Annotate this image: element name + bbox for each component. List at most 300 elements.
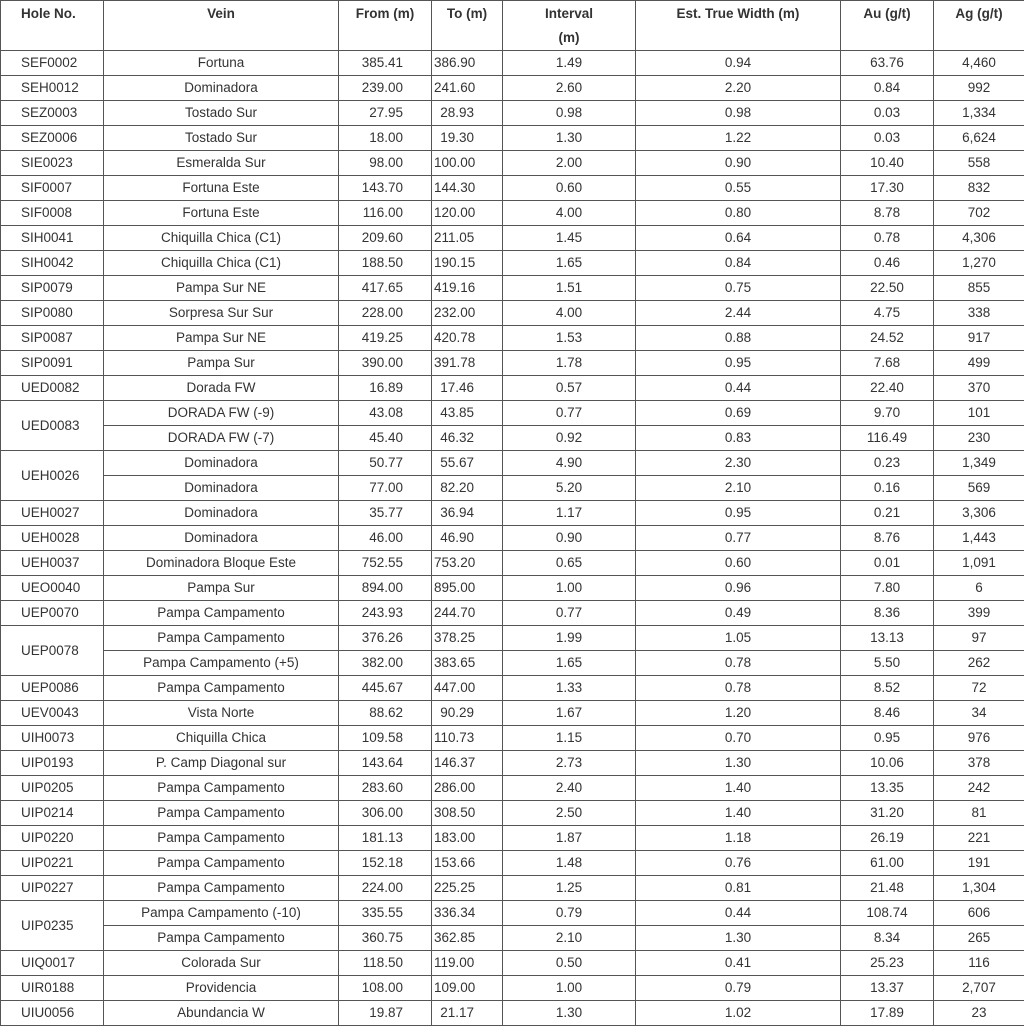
cell-ag: 6,624 [934,126,1024,151]
cell-au: 8.36 [841,601,934,626]
cell-interval: 1.67 [503,701,636,726]
cell-interval: 1.33 [503,676,636,701]
cell-au: 0.01 [841,551,934,576]
cell-ag: 262 [934,651,1024,676]
cell-from: 417.65 [339,276,432,301]
cell-true-width: 0.55 [636,176,841,201]
cell-ag: 1,304 [934,876,1024,901]
cell-vein: Pampa Campamento [104,626,339,651]
cell-au: 0.84 [841,76,934,101]
cell-vein: Dominadora [104,501,339,526]
cell-to: 386.90 [432,51,503,76]
cell-ag: 917 [934,326,1024,351]
cell-interval: 0.50 [503,951,636,976]
cell-au: 4.75 [841,301,934,326]
cell-au: 116.49 [841,426,934,451]
cell-from: 109.58 [339,726,432,751]
cell-from: 16.89 [339,376,432,401]
cell-from: 376.26 [339,626,432,651]
header-interval [503,1,636,51]
cell-hole-no: SEZ0006 [1,126,104,151]
table-row [1,176,1024,201]
cell-to: 362.85 [432,926,503,951]
table-row [1,1001,1024,1026]
cell-hole-no: UEH0026 [1,451,104,501]
cell-from: 98.00 [339,151,432,176]
cell-ag: 265 [934,926,1024,951]
cell-true-width: 1.30 [636,751,841,776]
cell-au: 0.23 [841,451,934,476]
cell-hole-no: UEP0078 [1,626,104,676]
table-row [1,601,1024,626]
cell-ag: 832 [934,176,1024,201]
cell-interval: 1.30 [503,1001,636,1026]
cell-ag: 101 [934,401,1024,426]
cell-vein: DORADA FW (-9) [104,401,339,426]
header-interval-line1: Interval [505,2,633,26]
cell-hole-no: UIP0227 [1,876,104,901]
cell-hole-no: SEZ0003 [1,101,104,126]
cell-to: 109.00 [432,976,503,1001]
table-row [1,576,1024,601]
table-row [1,551,1024,576]
cell-to: 391.78 [432,351,503,376]
cell-au: 8.78 [841,201,934,226]
cell-ag: 2,707 [934,976,1024,1001]
cell-au: 0.78 [841,226,934,251]
cell-from: 77.00 [339,476,432,501]
cell-to: 895.00 [432,576,503,601]
cell-from: 108.00 [339,976,432,1001]
cell-to: 110.73 [432,726,503,751]
cell-hole-no: SIH0041 [1,226,104,251]
cell-interval: 2.60 [503,76,636,101]
cell-ag: 606 [934,901,1024,926]
cell-vein: Sorpresa Sur Sur [104,301,339,326]
table-row [1,101,1024,126]
cell-from: 390.00 [339,351,432,376]
cell-hole-no: SIH0042 [1,251,104,276]
cell-to: 753.20 [432,551,503,576]
cell-vein: Pampa Sur [104,351,339,376]
cell-ag: 191 [934,851,1024,876]
cell-interval: 1.65 [503,251,636,276]
cell-from: 88.62 [339,701,432,726]
cell-vein: Abundancia W [104,1001,339,1026]
cell-vein: Pampa Sur NE [104,326,339,351]
header-au: Au (g/t) [841,1,934,51]
cell-ag: 242 [934,776,1024,801]
cell-to: 244.70 [432,601,503,626]
cell-au: 108.74 [841,901,934,926]
cell-true-width: 0.70 [636,726,841,751]
cell-to: 308.50 [432,801,503,826]
header-row [1,1,1024,51]
cell-true-width: 0.94 [636,51,841,76]
table-row [1,451,1024,476]
table-row [1,776,1024,801]
cell-true-width: 0.81 [636,876,841,901]
cell-ag: 230 [934,426,1024,451]
cell-to: 28.93 [432,101,503,126]
cell-ag: 569 [934,476,1024,501]
cell-hole-no: SIP0087 [1,326,104,351]
table-row [1,376,1024,401]
cell-hole-no: UIH0073 [1,726,104,751]
cell-from: 35.77 [339,501,432,526]
cell-from: 27.95 [339,101,432,126]
cell-true-width: 0.79 [636,976,841,1001]
cell-to: 36.94 [432,501,503,526]
cell-vein: P. Camp Diagonal sur [104,751,339,776]
cell-vein: Pampa Sur [104,576,339,601]
cell-hole-no: SIF0007 [1,176,104,201]
cell-interval: 0.79 [503,901,636,926]
cell-to: 120.00 [432,201,503,226]
cell-from: 445.67 [339,676,432,701]
cell-true-width: 0.78 [636,651,841,676]
cell-true-width: 0.95 [636,351,841,376]
cell-interval: 0.65 [503,551,636,576]
cell-vein: Pampa Sur NE [104,276,339,301]
cell-ag: 338 [934,301,1024,326]
cell-vein: Dominadora [104,451,339,476]
cell-ag: 370 [934,376,1024,401]
table-header [1,1,1024,51]
cell-hole-no: UEV0043 [1,701,104,726]
cell-to: 153.66 [432,851,503,876]
header-ag: Ag (g/t) [934,1,1024,51]
cell-to: 286.00 [432,776,503,801]
cell-ag: 81 [934,801,1024,826]
table-row [1,426,1024,451]
cell-interval: 1.00 [503,976,636,1001]
table-row [1,251,1024,276]
cell-from: 752.55 [339,551,432,576]
cell-interval: 1.99 [503,626,636,651]
cell-to: 378.25 [432,626,503,651]
cell-true-width: 1.40 [636,776,841,801]
cell-hole-no: UIP0193 [1,751,104,776]
cell-ag: 6 [934,576,1024,601]
cell-true-width: 0.64 [636,226,841,251]
cell-vein: Pampa Campamento [104,826,339,851]
cell-from: 46.00 [339,526,432,551]
cell-true-width: 0.44 [636,376,841,401]
cell-ag: 558 [934,151,1024,176]
cell-true-width: 2.44 [636,301,841,326]
cell-vein: Dorada FW [104,376,339,401]
cell-vein: Pampa Campamento [104,926,339,951]
cell-au: 8.34 [841,926,934,951]
cell-ag: 1,334 [934,101,1024,126]
cell-vein: Pampa Campamento [104,601,339,626]
cell-true-width: 0.77 [636,526,841,551]
table-row [1,301,1024,326]
table-body [1,51,1024,1026]
header-from: From (m) [339,1,432,51]
cell-hole-no: UIP0220 [1,826,104,851]
cell-true-width: 1.40 [636,801,841,826]
cell-hole-no: UEH0028 [1,526,104,551]
cell-vein: Pampa Campamento [104,776,339,801]
table-row [1,351,1024,376]
cell-hole-no: SIP0091 [1,351,104,376]
table-row [1,926,1024,951]
cell-from: 382.00 [339,651,432,676]
cell-interval: 4.00 [503,301,636,326]
cell-vein: Pampa Campamento (+5) [104,651,339,676]
cell-to: 447.00 [432,676,503,701]
cell-from: 43.08 [339,401,432,426]
cell-ag: 1,349 [934,451,1024,476]
cell-to: 336.34 [432,901,503,926]
cell-hole-no: UEH0027 [1,501,104,526]
cell-au: 0.03 [841,101,934,126]
cell-true-width: 0.69 [636,401,841,426]
table-row [1,976,1024,1001]
table-row [1,226,1024,251]
cell-from: 239.00 [339,76,432,101]
cell-to: 55.67 [432,451,503,476]
table-row [1,801,1024,826]
header-vein: Vein [104,1,339,51]
cell-true-width: 1.22 [636,126,841,151]
cell-hole-no: UIP0221 [1,851,104,876]
table-row [1,751,1024,776]
cell-au: 13.37 [841,976,934,1001]
cell-from: 18.00 [339,126,432,151]
cell-from: 243.93 [339,601,432,626]
cell-ag: 976 [934,726,1024,751]
cell-au: 7.80 [841,576,934,601]
cell-from: 181.13 [339,826,432,851]
cell-interval: 0.60 [503,176,636,201]
cell-true-width: 0.44 [636,901,841,926]
cell-from: 118.50 [339,951,432,976]
cell-true-width: 2.20 [636,76,841,101]
cell-true-width: 0.78 [636,676,841,701]
cell-interval: 2.40 [503,776,636,801]
cell-interval: 2.50 [503,801,636,826]
cell-to: 43.85 [432,401,503,426]
cell-vein: Pampa Campamento (-10) [104,901,339,926]
cell-au: 9.70 [841,401,934,426]
cell-hole-no: SIE0023 [1,151,104,176]
cell-to: 144.30 [432,176,503,201]
cell-ag: 1,270 [934,251,1024,276]
cell-from: 894.00 [339,576,432,601]
cell-ag: 221 [934,826,1024,851]
cell-vein: Providencia [104,976,339,1001]
cell-hole-no: UEH0037 [1,551,104,576]
cell-au: 0.16 [841,476,934,501]
cell-ag: 116 [934,951,1024,976]
cell-ag: 1,443 [934,526,1024,551]
header-true-width: Est. True Width (m) [636,1,841,51]
table-row [1,651,1024,676]
cell-from: 306.00 [339,801,432,826]
cell-to: 241.60 [432,76,503,101]
cell-au: 8.52 [841,676,934,701]
table-row [1,476,1024,501]
cell-from: 209.60 [339,226,432,251]
cell-to: 420.78 [432,326,503,351]
cell-hole-no: SEF0002 [1,51,104,76]
cell-hole-no: UIR0188 [1,976,104,1001]
cell-au: 22.40 [841,376,934,401]
cell-au: 10.40 [841,151,934,176]
cell-au: 17.30 [841,176,934,201]
cell-from: 50.77 [339,451,432,476]
cell-from: 228.00 [339,301,432,326]
cell-interval: 0.57 [503,376,636,401]
cell-true-width: 0.49 [636,601,841,626]
cell-to: 183.00 [432,826,503,851]
cell-to: 19.30 [432,126,503,151]
cell-ag: 4,460 [934,51,1024,76]
cell-interval: 1.30 [503,126,636,151]
cell-hole-no: UIP0235 [1,901,104,951]
cell-vein: Vista Norte [104,701,339,726]
table-row [1,676,1024,701]
cell-from: 224.00 [339,876,432,901]
cell-hole-no: UEO0040 [1,576,104,601]
cell-vein: Fortuna [104,51,339,76]
table-row [1,326,1024,351]
table-row [1,626,1024,651]
cell-au: 0.03 [841,126,934,151]
cell-vein: Tostado Sur [104,101,339,126]
cell-interval: 2.10 [503,926,636,951]
cell-interval: 0.90 [503,526,636,551]
cell-true-width: 1.30 [636,926,841,951]
cell-vein: Pampa Campamento [104,676,339,701]
cell-from: 19.87 [339,1001,432,1026]
cell-ag: 855 [934,276,1024,301]
cell-from: 143.64 [339,751,432,776]
cell-interval: 4.00 [503,201,636,226]
cell-interval: 2.73 [503,751,636,776]
cell-au: 0.46 [841,251,934,276]
cell-interval: 1.45 [503,226,636,251]
cell-interval: 1.65 [503,651,636,676]
cell-interval: 1.15 [503,726,636,751]
table-row [1,76,1024,101]
table-row [1,901,1024,926]
cell-interval: 1.49 [503,51,636,76]
cell-hole-no: UED0083 [1,401,104,451]
cell-au: 17.89 [841,1001,934,1026]
header-hole-no: Hole No. [1,1,104,51]
table-row [1,876,1024,901]
cell-from: 335.55 [339,901,432,926]
cell-hole-no: UIQ0017 [1,951,104,976]
cell-au: 5.50 [841,651,934,676]
cell-interval: 2.00 [503,151,636,176]
cell-au: 25.23 [841,951,934,976]
table-row [1,526,1024,551]
cell-ag: 34 [934,701,1024,726]
cell-interval: 0.98 [503,101,636,126]
cell-interval: 1.00 [503,576,636,601]
cell-true-width: 0.60 [636,551,841,576]
cell-au: 13.35 [841,776,934,801]
cell-interval: 0.77 [503,601,636,626]
cell-hole-no: UIU0056 [1,1001,104,1026]
cell-from: 143.70 [339,176,432,201]
cell-to: 90.29 [432,701,503,726]
cell-true-width: 0.96 [636,576,841,601]
cell-au: 13.13 [841,626,934,651]
cell-vein: Dominadora [104,526,339,551]
cell-ag: 992 [934,76,1024,101]
header-interval-line2: (m) [505,26,633,50]
cell-from: 360.75 [339,926,432,951]
cell-au: 7.68 [841,351,934,376]
cell-vein: Dominadora [104,476,339,501]
cell-true-width: 0.98 [636,101,841,126]
cell-to: 190.15 [432,251,503,276]
table-row [1,401,1024,426]
cell-vein: Pampa Campamento [104,876,339,901]
cell-to: 17.46 [432,376,503,401]
cell-to: 146.37 [432,751,503,776]
cell-true-width: 1.05 [636,626,841,651]
cell-au: 26.19 [841,826,934,851]
cell-interval: 4.90 [503,451,636,476]
table-row [1,726,1024,751]
cell-au: 10.06 [841,751,934,776]
cell-ag: 23 [934,1001,1024,1026]
table-row [1,126,1024,151]
cell-true-width: 0.76 [636,851,841,876]
table-row [1,951,1024,976]
table-row [1,851,1024,876]
cell-ag: 399 [934,601,1024,626]
cell-from: 385.41 [339,51,432,76]
cell-to: 46.32 [432,426,503,451]
cell-vein: Pampa Campamento [104,801,339,826]
cell-from: 188.50 [339,251,432,276]
cell-vein: Pampa Campamento [104,851,339,876]
cell-interval: 1.87 [503,826,636,851]
cell-ag: 499 [934,351,1024,376]
cell-to: 82.20 [432,476,503,501]
cell-interval: 1.17 [503,501,636,526]
cell-ag: 97 [934,626,1024,651]
cell-interval: 1.25 [503,876,636,901]
cell-hole-no: SEH0012 [1,76,104,101]
cell-true-width: 0.75 [636,276,841,301]
cell-hole-no: UIP0214 [1,801,104,826]
cell-hole-no: UEP0070 [1,601,104,626]
cell-vein: Tostado Sur [104,126,339,151]
cell-to: 383.65 [432,651,503,676]
cell-true-width: 0.80 [636,201,841,226]
cell-true-width: 0.41 [636,951,841,976]
cell-interval: 1.51 [503,276,636,301]
cell-au: 61.00 [841,851,934,876]
cell-to: 419.16 [432,276,503,301]
cell-au: 22.50 [841,276,934,301]
cell-ag: 3,306 [934,501,1024,526]
cell-true-width: 0.88 [636,326,841,351]
cell-ag: 702 [934,201,1024,226]
table-row [1,51,1024,76]
cell-to: 21.17 [432,1001,503,1026]
cell-to: 211.05 [432,226,503,251]
